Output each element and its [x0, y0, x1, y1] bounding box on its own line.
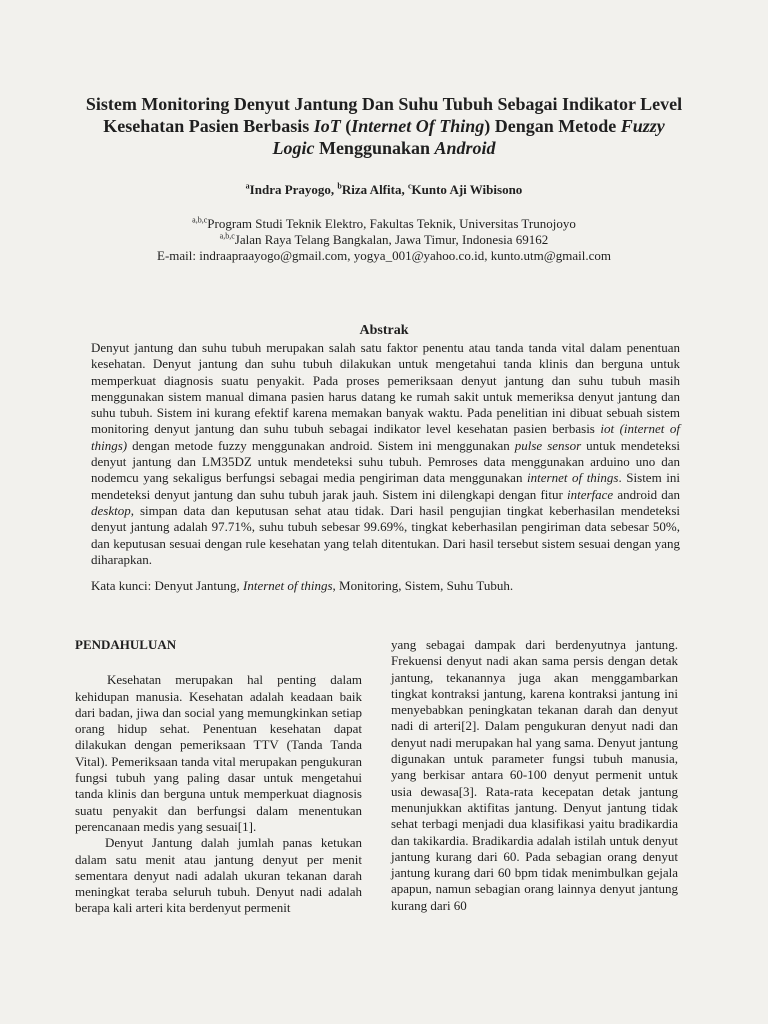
author-name: Indra Prayogo,	[249, 182, 338, 197]
keywords-text: , Monitoring, Sistem, Suhu Tubuh.	[332, 578, 514, 593]
abstract-italic: internet of things	[527, 470, 619, 486]
title-iot-full: Internet Of Thing	[351, 116, 485, 136]
affiliation-text: Program Studi Teknik Elektro, Fakultas Teknik, Universitas Trunojoyo	[207, 216, 576, 231]
title-line-2	[60, 115, 708, 137]
affiliation-block	[60, 216, 708, 264]
title-iot: IoT	[313, 116, 341, 136]
keywords-text: Kata kunci: Denyut Jantung,	[91, 578, 243, 593]
abstract-body	[91, 340, 680, 568]
keywords-italic: Internet of things	[243, 578, 333, 593]
title-text: Kesehatan Pasien Berbasis	[103, 116, 314, 136]
abstract-italic: interface	[567, 486, 614, 502]
author-marker: b	[337, 181, 342, 191]
title-text: Menggunakan	[314, 138, 435, 158]
abstract-text: dengan metode fuzzy menggunakan android. Sistem ini menggunakan	[127, 437, 515, 453]
title-text: (	[340, 116, 352, 136]
abstract-heading: Abstrak	[359, 323, 409, 338]
email-line: E-mail: indraapraayogo@gmail.com, yogya_001@yahoo.co.id, kunto.utm@gmail.com	[157, 248, 611, 263]
affiliation-marker: a,b,c	[192, 215, 208, 225]
title-text: ) Dengan Metode	[484, 116, 621, 136]
abstract-text: , simpan data dan keputusan sehat atau tidak. Dari hasil pengujian tingkat keberhasilan mendeteksi denyut jantung adalah 97.71%, suhu tubuh sebesar 99.69%, tingkat keberhasilan pengiriman data sebesar 50%, dan keputusan sesuai dengan rule kesehatan yang telah ditentukan. Dari hasil tersebut sistem sesuai dengan yang diharapkan.	[91, 502, 680, 567]
affiliation-line-2	[60, 232, 708, 248]
keywords-line	[91, 578, 680, 594]
title-logic: Logic	[272, 138, 315, 158]
abstract-italic: iot (internet of things)	[91, 421, 680, 453]
title-fuzzy: Fuzzy	[620, 116, 665, 136]
body-paragraph: yang sebagai dampak dari berdenyutnya jantung. Frekuensi denyut nadi akan sama persis dengan detak jantung, tekanannya juga akan menggambarkan tingkat kontraksi jantung, karena kontraksi jantung ini menyebabkan peningkatan tekanan darah dan denyut nadi di arteri[2]. Dalam pengukuran denyut nadi dan denyut nadi merupakan hal yang sama. Denyut jantung digunakan untuk parameter fungsi tubuh manusia, yang berkisar antara 60-100 denyut permenit untuk usia dewasa[3]. Rata-rata kecepatan detak jantung menunjukkan aktifitas jantung. Denyut jantung tidak sehat terbagi menjadi dua klasifikasi yaitu bradikardia dan takikardia. Bradikardia adalah istilah untuk denyut jantung kurang dari 60. Pada sebagian orang denyut jantung kurang dari 60 bpm tidak menimbulkan gejala apapun, namun sebagian orang lainnya denyut jantung kurang dari 60	[391, 637, 678, 913]
left-column	[75, 637, 362, 917]
body-paragraph: Kesehatan merupakan hal penting dalam kehidupan manusia. Kesehatan adalah keadaan baik dari badan, jiwa dan social yang memungkinkan setiap orang hidup sehat. Penentuan kesehatan dapat dilakukan dengan pemeriksaan TTV (Tanda Tanda Vital). Pemeriksaan tanda vital merupakan pengukuran fungsi tubuh yang paling dasar untuk mengetahui tanda klinis dan berguna untuk memperkuat diagnosis suatu penyakit dan berfungsi dalam menentukan perencanaan medis yang sesuai[1].	[75, 672, 362, 834]
abstract-italic: pulse sensor	[514, 437, 582, 453]
section-heading: PENDAHULUAN	[75, 637, 177, 652]
paper-title	[60, 93, 708, 159]
right-column	[391, 637, 678, 914]
author-marker: a	[245, 181, 250, 191]
affiliation-marker: a,b,c	[219, 231, 235, 241]
abstract-text: untuk mendeteksi denyut jantung dan LM35DZ untuk mendeteksi suhu tubuh. Pemroses data menggunakan arduino uno dan nodemcu yang sekaligus berfungsi sebagai media pengiriman data menggunakan	[91, 437, 680, 486]
affiliation-line-1	[60, 216, 708, 232]
abstract-text: android dan	[613, 486, 680, 502]
abstract-text: . Sistem ini mendeteksi denyut jantung dan suhu tubuh jarak jauh. Sistem ini dilengkapi dengan fitur	[91, 470, 680, 502]
body-paragraph: Denyut Jantung dalah jumlah panas ketukan dalam satu menit atau jantung denyut per menit sementara denyut nadi adalah ukuran tekanan darah meningkat teraba seluruh tubuh. Denyut nadi adalah berapa kali arteri kita berdenyut permenit	[75, 835, 362, 916]
abstract-italic: desktop	[91, 502, 131, 518]
title-line-1: Sistem Monitoring Denyut Jantung Dan Suhu Tubuh Sebagai Indikator Level	[85, 94, 683, 114]
affiliation-text: Jalan Raya Telang Bangkalan, Jawa Timur, Indonesia 69162	[234, 232, 549, 247]
author-name: Kunto Aji Wibisono	[411, 182, 523, 197]
author-list	[60, 181, 708, 199]
author-name: Riza Alfita,	[341, 182, 408, 197]
author-marker: c	[407, 181, 412, 191]
title-android: Android	[434, 138, 496, 158]
title-line-3	[60, 137, 708, 159]
abstract-text: Denyut jantung dan suhu tubuh merupakan salah satu faktor penentu atau tanda tanda vital dalam penentuan kesehatan. Denyut jantung dan suhu tubuh dilakukan untuk mengetahui tanda klinis dan berguna untuk memperkuat diagnosis suatu penyakit. Pada proses pemeriksaan denyut jantung dan suhu tubuh masih menggunakan sistem manual dimana pasien harus datang ke rumah sakit untuk memeriksa denyut jantung dan suhu tubuh. Sistem ini kurang efektif karena memakan banyak waktu. Pada penelitian ini dibuat sebuah sistem monitoring denyut jantung dan suhu tubuh sebagai indikator level kesehatan pasien berbasis	[91, 340, 680, 437]
